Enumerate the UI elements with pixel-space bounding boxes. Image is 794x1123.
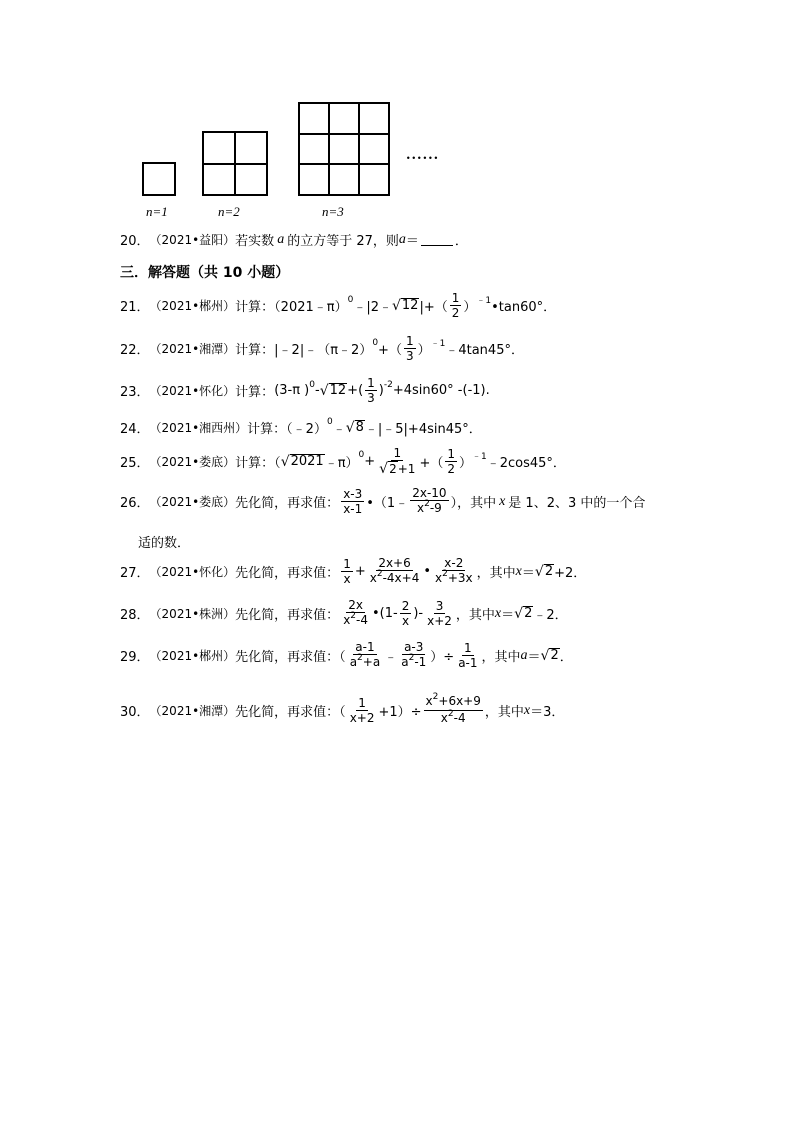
math-text: 2x+6 (378, 556, 411, 570)
math-text: 是 1、2、3 中的一个合 (508, 496, 646, 511)
radical-sign: √ (534, 564, 544, 580)
math-text: 23． (120, 385, 150, 400)
square-root (346, 420, 365, 435)
math-text: 先化简，再求值：（ (235, 705, 346, 720)
math-text: ﹣ (384, 650, 398, 665)
math-text: 2 (357, 653, 363, 663)
grid-cell (329, 164, 359, 195)
math-text: 3 (367, 391, 375, 405)
math-text: • (423, 564, 432, 579)
denominator (433, 571, 475, 587)
square-root (281, 454, 325, 469)
grid-cell (235, 132, 267, 164)
grid-cell (203, 164, 235, 196)
math-text: ﹣4tan45°． (445, 343, 524, 358)
math-text: ) (378, 383, 384, 398)
math-text: ）÷ (430, 650, 455, 665)
math-text: 计算：（﹣2） (247, 422, 327, 437)
square-root (514, 606, 533, 621)
fraction (404, 334, 416, 363)
grid-cell (329, 134, 359, 165)
math-text: （2021•怀化） (149, 565, 236, 579)
fraction (424, 694, 483, 727)
denominator (415, 501, 444, 517)
math-text: 1 (447, 446, 455, 461)
grid-cell (299, 103, 329, 134)
section-heading: 三．解答题（共 10 小题） (120, 265, 290, 281)
math-text: （2021•怀化） (149, 384, 236, 398)
math-text: - (315, 383, 320, 398)
math-text: +1 (397, 462, 416, 476)
math-text: （2021•湘西州） (149, 421, 248, 435)
math-text: -1 (414, 655, 427, 669)
question-20 (120, 230, 468, 249)
question-21 (120, 291, 556, 320)
math-text: 1 (464, 641, 472, 655)
math-text: ＝ (501, 608, 515, 623)
grid-cell (359, 103, 389, 134)
label-n3: n=3 (322, 204, 344, 219)
answer-blank[interactable] (421, 233, 453, 246)
math-text: 先化简，再求值：（ (235, 650, 346, 665)
grid-cell (359, 134, 389, 165)
fraction (341, 598, 370, 629)
math-text: 0 (372, 337, 379, 348)
fraction (348, 640, 383, 671)
denominator (341, 613, 370, 629)
math-text: a (398, 231, 406, 247)
math-text: ﹣1 (476, 296, 492, 306)
math-text: a (277, 231, 285, 247)
math-text: +1）÷ (378, 705, 422, 720)
math-text: ），其中 (450, 496, 497, 511)
grid-cell (329, 103, 359, 134)
denominator (348, 655, 383, 671)
radical-sign: √ (540, 648, 550, 664)
math-text: a (401, 655, 409, 669)
question-26 (120, 486, 645, 517)
math-text: x (369, 571, 377, 585)
math-text: ﹣ (332, 422, 346, 437)
question-27 (120, 556, 586, 587)
fraction (341, 557, 353, 586)
square-root (320, 383, 347, 398)
math-text: •(1- (372, 606, 398, 621)
math-text: 3 (405, 349, 414, 363)
math-text: a-1 (355, 640, 375, 654)
math-text: ＝ (405, 234, 419, 249)
math-text: + (364, 453, 376, 469)
math-text: 2 (550, 648, 559, 663)
math-text: 20． (120, 234, 150, 249)
math-text: 2x-10 (412, 486, 447, 500)
square-root (392, 298, 419, 313)
math-text: 21． (120, 300, 150, 315)
math-text: 1 (405, 334, 414, 348)
radical-sign: √ (345, 420, 355, 436)
math-text: -2 (383, 379, 393, 390)
fraction (341, 487, 364, 516)
math-text: 2 (544, 564, 554, 579)
fraction (368, 556, 422, 587)
fraction (399, 640, 428, 671)
math-text: x (499, 493, 506, 509)
question-26-continued: 适的数． (138, 536, 191, 551)
math-text: 3 (435, 599, 444, 613)
math-text: x (523, 702, 531, 718)
math-text: ，其中 (481, 650, 521, 665)
math-text: + (354, 564, 366, 579)
math-text: 2 (408, 653, 415, 663)
fraction (410, 486, 448, 517)
fraction (433, 556, 475, 587)
math-text: 22． (120, 343, 150, 358)
math-text: 29． (120, 650, 150, 665)
math-text: 2x (348, 598, 363, 612)
math-text: 2021 (290, 453, 324, 469)
grid-cell (299, 134, 329, 165)
grid-n1 (142, 162, 176, 196)
denominator (368, 571, 422, 587)
math-text: 8 (355, 420, 364, 435)
math-text: ． (454, 234, 468, 249)
math-text: x (494, 605, 502, 621)
math-text: 24． (120, 422, 150, 437)
square-pattern-figure (140, 100, 440, 220)
ellipsis-dots: ...... (406, 148, 440, 163)
math-text: 12 (329, 383, 347, 398)
math-text: ﹣2． (533, 608, 568, 623)
math-text: -4 (453, 711, 466, 725)
math-text: x (425, 694, 433, 708)
math-text: x-3 (343, 487, 363, 501)
math-text: ﹣|2﹣ (353, 300, 392, 315)
grid-n2 (202, 131, 268, 196)
math-text: 计算：|﹣2|﹣（π﹣2） (235, 343, 373, 358)
math-text: x (401, 614, 410, 628)
fraction (445, 447, 457, 476)
math-text: ＝ (521, 566, 535, 581)
question-29 (120, 640, 573, 671)
math-text: 30． (120, 705, 150, 720)
fraction (425, 599, 454, 628)
math-text: +2． (554, 566, 587, 581)
math-text: （2021•郴州） (149, 299, 236, 313)
label-n2: n=2 (218, 204, 240, 219)
question-30 (120, 694, 564, 727)
math-text: （2021•株洲） (149, 607, 236, 621)
math-text: )- (413, 606, 424, 621)
math-text: (3-π ) (274, 383, 310, 398)
math-text: 2 (447, 461, 455, 476)
math-text: 的立方等于 27，则 (287, 234, 399, 249)
grid-cell (235, 164, 267, 196)
math-text: ） (463, 300, 477, 315)
radical-sign: √ (514, 606, 524, 622)
math-text: +a (362, 655, 381, 669)
math-text: a (520, 647, 528, 663)
math-text: （2021•娄底） (149, 495, 236, 509)
math-text: x (440, 711, 448, 725)
math-text: ＝3． (530, 705, 565, 720)
radical-sign: √ (379, 461, 389, 477)
math-text: x+2 (427, 614, 452, 628)
math-text: 先化简，再求值： (235, 496, 340, 511)
fraction (348, 696, 377, 725)
grid-cell (203, 132, 235, 164)
math-text: （2021•益阳） (149, 233, 236, 247)
math-text: x (515, 563, 522, 579)
math-text: 27． (120, 566, 150, 581)
question-24 (120, 418, 482, 437)
math-text: 2 (447, 709, 454, 719)
math-text: +( (347, 383, 364, 398)
math-text: （2021•湘潭） (149, 342, 236, 356)
math-text: 2 (401, 599, 410, 613)
math-text: 0 (358, 450, 365, 460)
math-text: 计算：（ (235, 455, 281, 471)
grid-n3 (298, 102, 390, 196)
denominator (377, 461, 417, 476)
math-text: x-2 (444, 556, 464, 570)
math-text: 2 (376, 569, 383, 579)
math-text: 2 (424, 499, 430, 509)
math-text: 先化简，再求值： (235, 566, 340, 581)
math-text: ，其中 (484, 705, 524, 720)
math-text: （2021•郴州） (149, 649, 236, 663)
math-text: -4 (356, 613, 368, 627)
math-text: x-1 (343, 502, 363, 516)
math-text: ﹣|﹣5|+4sin45°． (364, 422, 482, 437)
math-text: -4x+4 (382, 571, 420, 585)
math-text: x (343, 572, 351, 586)
math-text: 计算：（2021﹣π） (235, 300, 348, 315)
radical-sign: √ (391, 298, 401, 314)
math-text: 1 (451, 291, 460, 305)
math-text: 2 (389, 462, 397, 476)
fraction (365, 376, 377, 405)
radical-sign: √ (280, 453, 290, 470)
math-text: 26． (120, 496, 150, 511)
math-text: 1 (367, 376, 375, 390)
math-text: a-1 (458, 656, 478, 670)
math-text: 1 (358, 696, 366, 710)
grid-cell (299, 164, 329, 195)
math-text: ） (458, 455, 472, 471)
denominator (399, 655, 428, 671)
math-text: ﹣1 (472, 451, 487, 462)
math-text: （2021•湘潭） (149, 704, 236, 718)
math-text: a (349, 655, 358, 669)
grid-cell (359, 164, 389, 195)
math-text: 2 (350, 611, 357, 621)
fraction (400, 599, 412, 628)
math-text: 28． (120, 608, 150, 623)
math-text: 0 (309, 379, 315, 390)
math-text: +（ (378, 343, 402, 358)
math-text: （2021•娄底） (149, 454, 236, 469)
math-text: 0 (326, 416, 333, 427)
math-text: ． (559, 650, 573, 665)
math-text: 12 (401, 298, 419, 313)
math-text: 2 (451, 306, 460, 320)
grid-cell (143, 163, 175, 195)
fraction (450, 291, 462, 320)
question-25 (120, 446, 566, 476)
math-text: 先化简，再求值： (235, 608, 340, 623)
math-text: 1 (343, 557, 351, 571)
math-text: ） (417, 343, 431, 358)
math-text: 计算： (235, 385, 275, 400)
square-root (541, 648, 560, 663)
math-text: +（ (419, 455, 444, 471)
math-text: 若实数 (235, 234, 275, 249)
math-text: ﹣2cos45°． (486, 455, 566, 471)
question-22 (120, 334, 524, 363)
math-text: +4sin60° -(-1). (392, 383, 490, 398)
math-text: x+2 (349, 711, 375, 725)
math-text: 0 (347, 294, 354, 305)
math-text: 2 (524, 606, 533, 621)
math-text: x (343, 613, 351, 627)
square-root (535, 564, 554, 579)
math-text: •（1﹣ (366, 496, 409, 511)
math-text: +6x+9 (438, 694, 481, 708)
math-text: 2 (442, 569, 448, 579)
math-text: x (435, 571, 443, 585)
math-text: 25． (120, 455, 150, 471)
question-23 (120, 376, 490, 405)
math-text: |+（ (419, 300, 448, 315)
math-text: •tan60°． (491, 300, 557, 315)
radical-sign: √ (319, 383, 329, 399)
math-text: 2 (432, 692, 439, 702)
math-text: ﹣1 (430, 339, 446, 349)
square-root (379, 461, 398, 476)
math-text: a-3 (404, 640, 424, 654)
question-28 (120, 598, 568, 629)
math-text: ，其中 (476, 566, 516, 581)
math-text: ＝ (527, 650, 541, 665)
math-text: 1 (393, 446, 402, 460)
math-text: ﹣π） (324, 455, 359, 471)
math-text: x (416, 501, 425, 515)
label-n1: n=1 (146, 204, 168, 219)
math-text: -9 (429, 501, 442, 515)
math-text: ，其中 (455, 608, 495, 623)
denominator (439, 711, 468, 727)
math-text: +3x (447, 571, 473, 585)
fraction (377, 446, 417, 476)
fraction (456, 641, 479, 670)
